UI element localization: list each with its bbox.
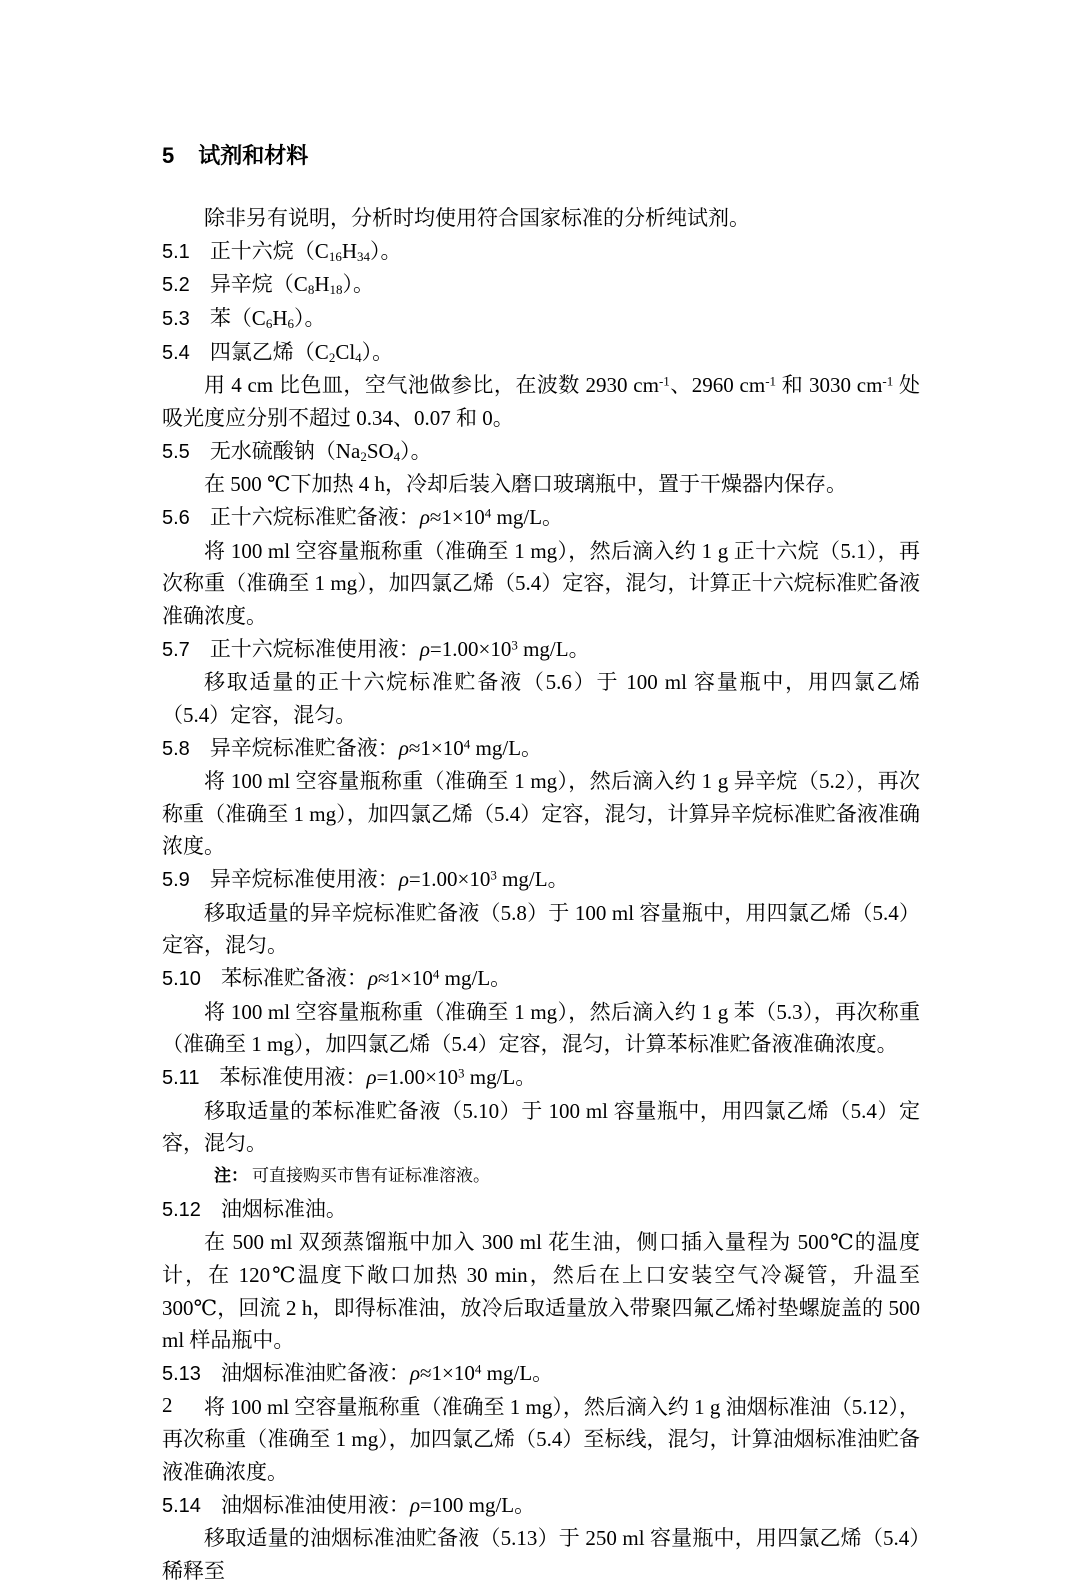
clause-5-7-paragraph: 移取适量的正十六烷标准贮备液（5.6）于 100 ml 容量瓶中，用四氯乙烯（5.4）定容，混匀。 [162, 670, 920, 727]
clause-5-9: 5.9 异辛烷标准使用液：$\rho=1.00\times 10^3$ mg/L。 [162, 867, 569, 892]
subscript: 6 [265, 315, 273, 331]
clause-5-1: 5.1 正十六烷$(C_{16}H_{34})$。 [162, 238, 402, 264]
clause-5-5-paragraph: 在 500 ℃下加热 4 h，冷却后装入磨口玻璃瓶中，置于干燥器内保存。 [204, 472, 847, 497]
clause-5-11-paragraph: 移取适量的苯标准贮备液（5.10）于 100 ml 容量瓶中，用四氯乙烯（5.4）定容，混匀。 [162, 1098, 920, 1156]
greek-symbol: ρ [419, 636, 430, 661]
greek-symbol: ρ [366, 1065, 377, 1090]
clause-number: 5.10 [162, 968, 201, 991]
subscript: 8 [307, 282, 315, 298]
subscript: 18 [329, 282, 343, 298]
clause-5-4: 5.4 四氯乙烯$(C_2Cl_4)$。 [162, 339, 394, 365]
section-number: 5 [162, 143, 175, 168]
section-title: 试剂和材料 [198, 143, 309, 168]
greek-symbol: ρ [419, 504, 430, 529]
supscript: -1 [882, 373, 894, 389]
clause-number: 5.3 [162, 307, 190, 330]
subscript: 4 [393, 448, 401, 464]
clause-5-8: 5.8 异辛烷标准贮备液：$\rho\approx 1\times 10^4$ mg/L。 [162, 735, 543, 760]
subscript: 2 [328, 349, 336, 365]
clause-5-12-paragraph: 在 500 ml 双颈蒸馏瓶中加入 300 ml 花生油，侧口插入量程为 500℃的温度计，在 120℃温度下敞口加热 30 min，然后在上口安装空气冷凝管，升温至 300℃，回流 2 h，即得标准油，放冷后取适量放入带聚四氟乙烯衬垫螺旋盖的 500 ml 样品瓶中。 [162, 1230, 920, 1353]
section-heading [162, 139, 920, 172]
clause-5-6-paragraph: 将 100 ml 空容量瓶称重（准确至 1 mg），然后滴入约 1 g 正十六烷（5.1），再次称重（准确至 1 mg），加四氯乙烯（5.4）定容，混匀，计算正十六烷标准贮备液准确浓度。 [162, 538, 920, 628]
clause-number: 5.12 [162, 1198, 201, 1221]
subscript: 34 [357, 248, 370, 264]
supscript: 3 [511, 637, 518, 653]
clause-5-12: 5.12 油烟标准油。 [162, 1196, 347, 1221]
clause-5-8-paragraph: 将 100 ml 空容量瓶称重（准确至 1 mg），然后滴入约 1 g 异辛烷（5.2），再次称重（准确至 1 mg），加四氯乙烯（5.4）定容，混匀，计算异辛烷标准贮备液准确浓度。 [162, 769, 920, 859]
clause-5-7: 5.7 正十六烷标准使用液：$\rho=1.00\times 10^3$ mg/L。 [162, 636, 590, 661]
supscript: 4 [463, 736, 471, 751]
greek-symbol: ρ [398, 867, 409, 892]
supscript: 4 [432, 966, 440, 982]
clause-5-4-paragraph: 用 4 cm 比色皿，空气池做参比，在波数 2930 $cm^{-1}$、2960 $cm^{-1}$ 和 3030 $cm^{-1}$ 处吸光度应分别不超过 0.34、0.07 和 0。 [162, 373, 921, 430]
supscript: 3 [457, 1065, 465, 1081]
greek-symbol: ρ [367, 966, 379, 991]
subscript: 4 [355, 349, 362, 365]
clause-5-3: 5.3 苯$(C_6H_6)$。 [162, 305, 326, 331]
clause-5-11: 5.11 苯标准使用液：$\rho=1.00\times 10^3$ mg/L。 [162, 1065, 537, 1090]
clause-number: 5.4 [162, 341, 190, 364]
clause-number: 5.13 [162, 1362, 201, 1385]
clause-number: 5.2 [162, 274, 190, 297]
clause-5-10-paragraph: 将 100 ml 空容量瓶称重（准确至 1 mg），然后滴入约 1 g 苯（5.3），再次称重（准确至 1 mg），加四氯乙烯（5.4）定容，混匀，计算苯标准贮备液准确浓度。 [162, 999, 920, 1057]
clause-number: 5.1 [162, 240, 190, 263]
intro-paragraph: 除非另有说明，分析时均使用符合国家标准的分析纯试剂。 [204, 206, 750, 230]
clause-5-6: 5.6 正十六烷标准贮备液：$\rho\approx 1\times 10^4$ mg/L。 [162, 504, 564, 529]
supscript: 4 [474, 1361, 482, 1377]
clause-number: 5.5 [162, 440, 190, 463]
greek-symbol: ρ [409, 1360, 421, 1385]
clause-number: 5.7 [162, 638, 190, 661]
page-number: 2 [162, 1393, 173, 1417]
supscript: -1 [658, 373, 670, 389]
clause-5-10: 5.10 苯标准贮备液：$\rho\approx 1\times 10^4$ mg/L。 [162, 966, 512, 991]
clause-number: 5.14 [162, 1494, 201, 1517]
note-commercial-solution: 注： 可直接购买市售有证标准溶液。 [214, 1166, 490, 1186]
section-content [162, 202, 920, 1588]
clause-5-9-paragraph: 移取适量的异辛烷标准贮备液（5.8）于 100 ml 容量瓶中，用四氯乙烯（5.4）定容，混匀。 [162, 900, 920, 958]
clause-number: 5.11 [162, 1067, 200, 1090]
subscript: 2 [360, 448, 367, 464]
supscript: 4 [484, 505, 492, 521]
page-footer [162, 1389, 173, 1421]
subscript: 6 [287, 315, 294, 331]
greek-symbol: ρ [409, 1492, 421, 1517]
greek-symbol: ρ [398, 735, 409, 760]
note-label: 注： [214, 1166, 248, 1186]
clause-5-14-paragraph: 移取适量的油烟标准油贮备液（5.13）于 250 ml 容量瓶中，用四氯乙烯（5.4）稀释至 [162, 1526, 920, 1583]
document-body [162, 139, 920, 1588]
supscript: 3 [490, 867, 497, 883]
clause-5-13: 5.13 油烟标准油贮备液：$\rho\approx 1\times 10^4$ mg/L。 [162, 1360, 554, 1385]
clause-5-2: 5.2 异辛烷$(C_8H_{18})$。 [162, 272, 374, 298]
subscript: 16 [328, 248, 342, 264]
clause-number: 5.9 [162, 869, 190, 892]
clause-5-13-paragraph: 将 100 ml 空容量瓶称重（准确至 1 mg），然后滴入约 1 g 油烟标准油（5.12），再次称重（准确至 1 mg），加四氯乙烯（5.4）至标线，混匀，计算油烟标准油贮备液准确浓度。 [162, 1394, 920, 1484]
clause-number: 5.6 [162, 506, 190, 529]
clause-5-14: 5.14 油烟标准油使用液：ρ=100 mg/L。 [162, 1492, 536, 1517]
clause-5-5: 5.5 无水硫酸钠$(Na_2SO_4)$。 [162, 438, 432, 464]
supscript: -1 [765, 373, 777, 389]
clause-number: 5.8 [162, 737, 190, 760]
